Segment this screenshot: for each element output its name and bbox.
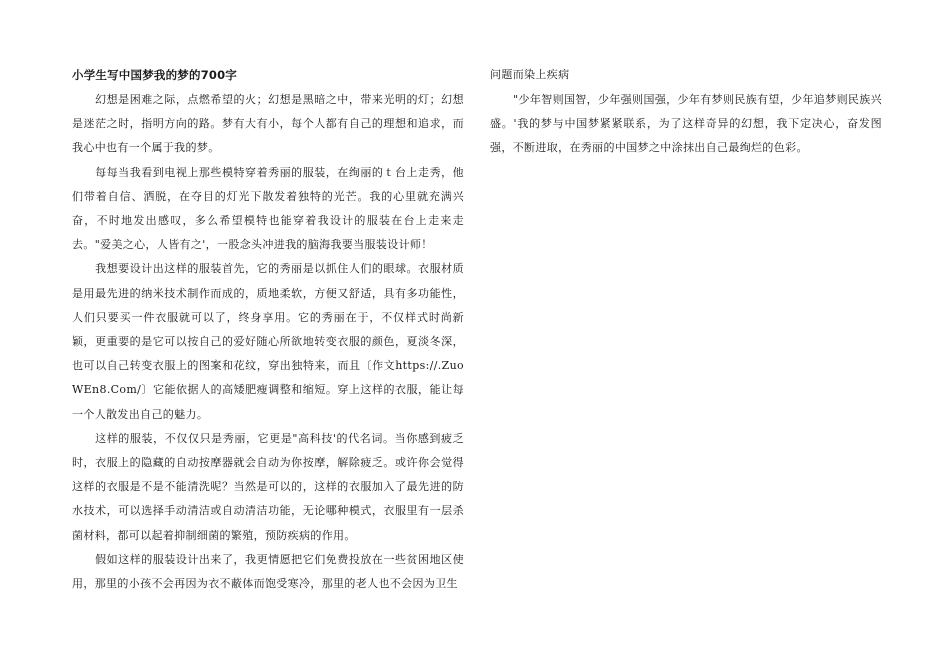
document-title: 小学生写中国梦我的梦的700字 (72, 68, 238, 82)
right-column (490, 66, 882, 161)
paragraph-model-show: 每每当我看到电视上那些模特穿着秀丽的服装，在绚丽的ｔ台上走秀，他们带着自信、洒脱，在夺目的灯光下散发着独特的光芒。我的心里就充满兴奋，不时地发出感叹，多么希望模特也能穿着我设计的服装在台上走来走去。"爱美之心，人皆有之'，一股念头冲进我的脑海我要当服装设计师！ (72, 165, 464, 252)
paragraph-high-tech: 这样的服装，不仅仅只是秀丽，它更是"高科技'的代名词。当你感到疲乏时，衣服上的隐藏的自动按摩器就会自动为你按摩，解除疲乏。或许你会觉得这样的衣服是不是不能清洗呢？当然是可以的，这样的衣服加入了最先进的防水技术，可以选择手动清洁或自动清洁功能，无论哪种模式，衣服里有一层杀菌材料，都可以起着抑制细菌的繁殖，预防疾病的作用。 (72, 431, 464, 542)
paragraph-conclusion: "少年智则国智，少年强则国强，少年有梦则民族有望，少年追梦则民族兴盛。'我的梦与中国梦紧紧联系，为了这样奇异的幻想，我下定决心，奋发图强，不断进取，在秀丽的中国梦之中涂抹出自己最绚烂的色彩。 (490, 93, 882, 155)
paragraph-clothing-design: 我想要设计出这样的服装首先，它的秀丽是以抓住人们的眼球。衣服材质是用最先进的纳米技术制作而成的，质地柔软，方便又舒适，具有多功能性，人们只要买一件衣服就可以了，终身享用。它的秀丽在于，不仅样式时尚新颖，更重要的是它可以按自己的爱好随心所欲地转变衣服的颜色，夏淡冬深，也可以自己转变衣服上的图案和花纹，穿出独特来，而且〔作文https://.ZuoWEn8.Com/〕它能依据人的高矮肥瘦调整和缩短。穿上这样的衣服，能让每一个人散发出自己的魅力。 (72, 262, 464, 421)
left-column (72, 66, 464, 596)
paragraph-dream-intro: 幻想是困难之际，点燃希望的火；幻想是黑暗之中，带来光明的灯；幻想是迷茫之时，指明方向的路。梦有大有小，每个人都有自己的理想和追求，而我心中也有一个属于我的梦。 (72, 93, 464, 155)
paragraph-continuation: 问题而染上疾病 (490, 68, 570, 81)
paragraph-donation: 假如这样的服装设计出来了，我更情愿把它们免费投放在一些贫困地区使用，那里的小孩不会再因为衣不蔽体而饱受寒冷，那里的老人也不会因为卫生 (72, 552, 464, 591)
